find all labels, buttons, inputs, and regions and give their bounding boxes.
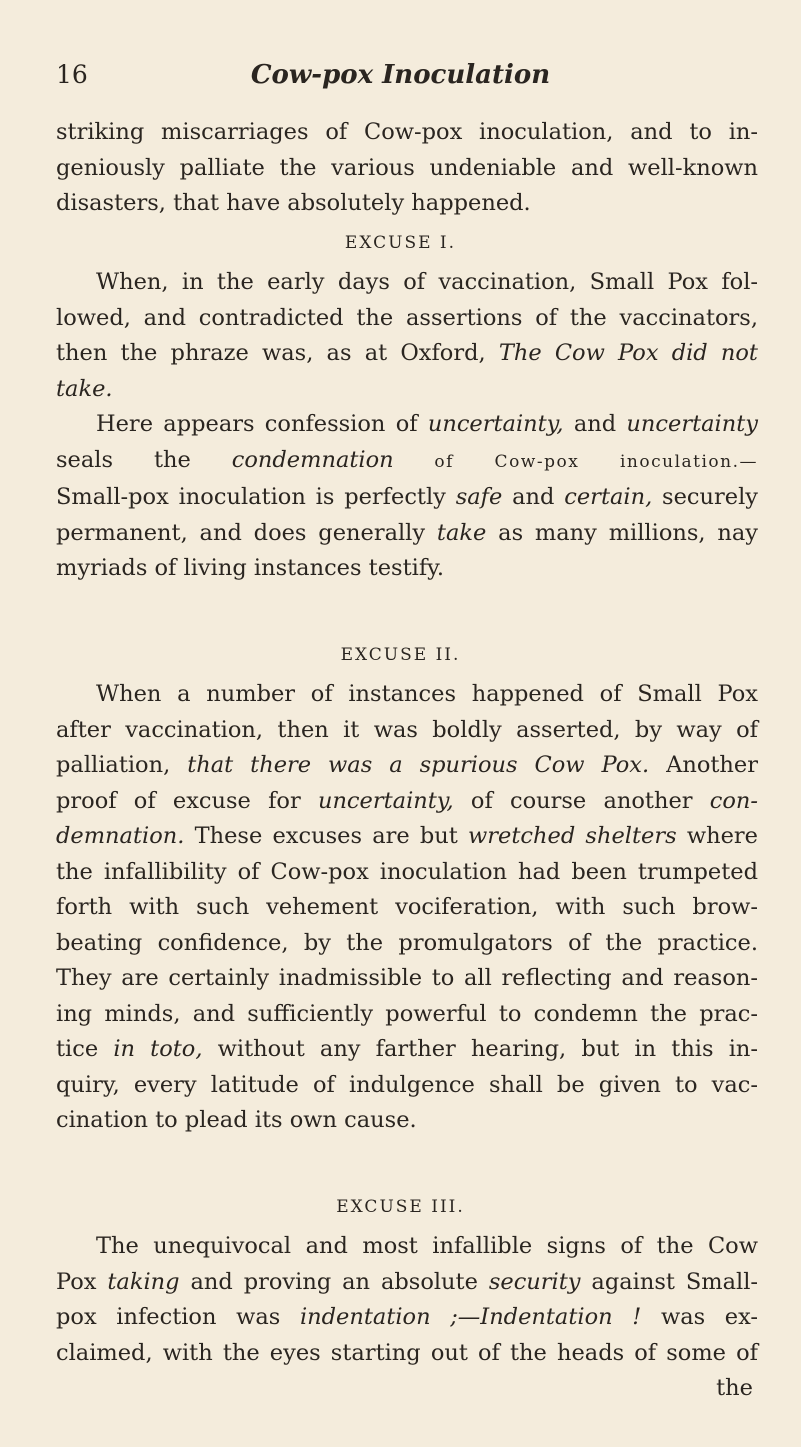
text-line: When a number of instances happened of Small Pox [96, 681, 758, 707]
text-line: then the phraze was, as at Oxford, The Cow Pox did not [56, 340, 758, 366]
text-line: disasters, that have absolutely happened. [56, 190, 531, 216]
text-line: take. [56, 375, 113, 402]
text-line: the infallibility of Cow-pox inoculation had been trumpeted [56, 858, 758, 885]
text-line: pox infection was indentation ;—Indentation ! was ex- [56, 1304, 759, 1330]
text-line: demnation. These excuses are but wretched shelters where [56, 823, 759, 849]
text-line: claimed, with the eyes starting out of the heads of some of [56, 1339, 758, 1366]
intro-paragraph [56, 115, 758, 222]
text-line: seals the condemnation of Cow-pox inoculation.— [56, 446, 759, 473]
section-heading-excuse-1: EXCUSE I. [344, 233, 457, 253]
text-line: lowed, and contradicted the assertions of the vaccinators, [56, 304, 758, 331]
text-line: myriads of living instances testify. [56, 555, 445, 581]
page-number: 16 [56, 60, 88, 89]
catchword: the [716, 1375, 753, 1401]
text-line: proof of excuse for uncertainty, of course another con- [56, 787, 759, 814]
text-line: palliation, that there was a spurious Cow Pox. Another [56, 752, 758, 778]
text-line: geniously palliate the various undeniable and well-known [56, 154, 758, 181]
text-line: Small-pox inoculation is perfectly safe and certain, securely [56, 484, 758, 510]
text-line: Pox taking and proving an absolute security against Small- [56, 1268, 758, 1295]
section-heading-excuse-2: EXCUSE II. [340, 645, 461, 665]
text-line: cination to plead its own cause. [56, 1107, 417, 1133]
running-title: Cow-pox Inoculation [250, 60, 551, 90]
excuse-1-paragraph [56, 265, 758, 587]
running-header [0, 60, 801, 100]
text-line: When, in the early days of vaccination, Small Pox fol- [96, 269, 758, 295]
text-line: forth with such vehement vociferation, with such brow- [56, 894, 758, 920]
text-line: tice in toto, without any farther hearing, but in this in- [56, 1036, 758, 1062]
text-line: after vaccination, then it was boldly asserted, by way of [56, 716, 758, 743]
text-line: The unequivocal and most infallible signs of the Cow [96, 1233, 758, 1259]
excuse-3-paragraph [56, 1229, 758, 1371]
excuse-2-paragraph [56, 677, 758, 1139]
text-line: They are certainly inadmissible to all reflecting and reason- [56, 965, 758, 991]
text-line: ing minds, and sufficiently powerful to condemn the prac- [56, 1000, 758, 1027]
text-line: beating confidence, by the promulgators of the practice. [56, 929, 758, 956]
section-heading-excuse-3: EXCUSE III. [336, 1197, 465, 1217]
text-line: Here appears confession of uncertainty, and uncertainty [96, 411, 758, 437]
text-line: striking miscarriages of Cow-pox inoculation, and to in- [56, 119, 758, 145]
text-line: quiry, every latitude of indulgence shall be given to vac- [56, 1071, 758, 1098]
text-line: permanent, and does generally take as many millions, nay [56, 519, 758, 546]
